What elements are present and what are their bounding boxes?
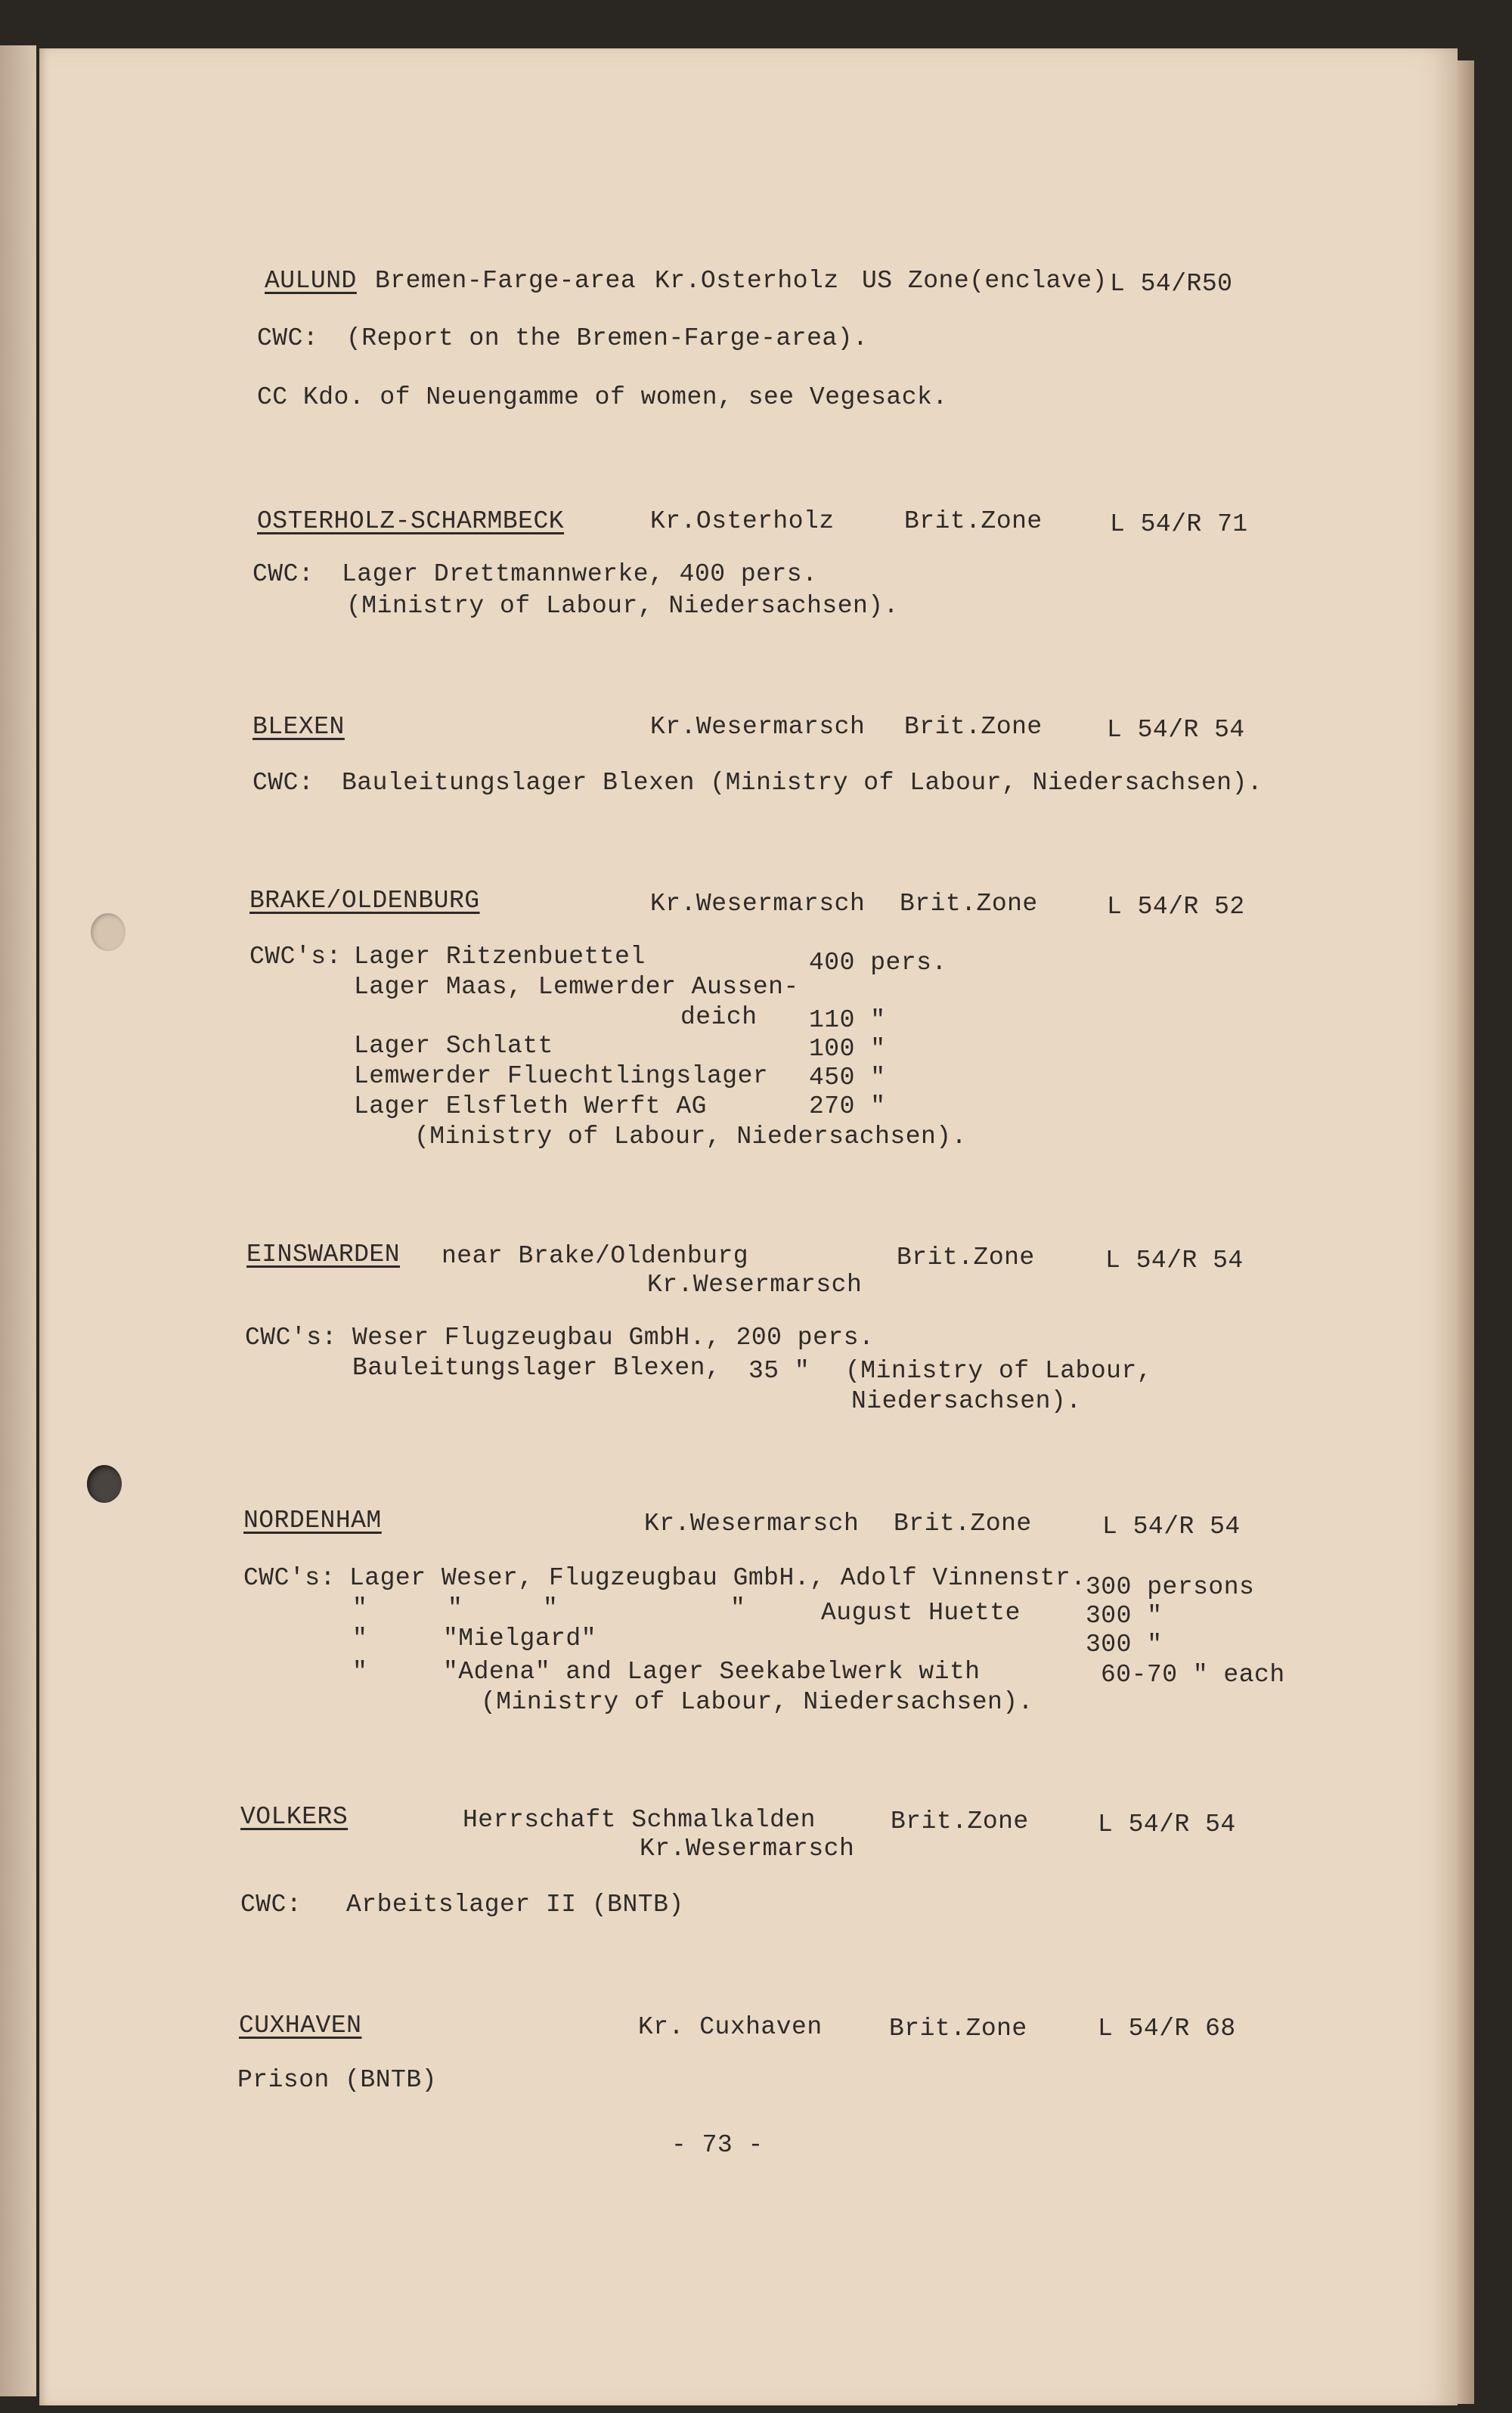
place-heading-nordenham: NORDENHAM bbox=[243, 1507, 382, 1535]
camp-count: 110 " bbox=[809, 1006, 886, 1034]
area-text: Bremen-Farge-area bbox=[375, 267, 637, 295]
district-text: Kr.Osterholz bbox=[650, 507, 835, 535]
zone-text: Brit.Zone bbox=[897, 1244, 1035, 1272]
cwc-text: Lager Drettmannwerke, 400 pers. bbox=[342, 560, 818, 588]
camp-row: "Mielgard" bbox=[443, 1625, 597, 1653]
district-text: Kr.Wesermarsch bbox=[650, 890, 866, 918]
camp-row: "Adena" and Lager Seekabelwerk with bbox=[443, 1658, 981, 1686]
cwc-label: CWC: bbox=[253, 560, 314, 588]
zone-text: Brit.Zone bbox=[904, 507, 1043, 535]
place-heading-cuxhaven: CUXHAVEN bbox=[239, 2012, 362, 2040]
camp-count: 35 " bbox=[748, 1357, 810, 1385]
ditto-mark: " bbox=[448, 1594, 463, 1622]
cwc-text: Bauleitungslager Blexen, bbox=[352, 1354, 721, 1382]
previous-page-edge bbox=[0, 45, 36, 2396]
place-heading-einswarden: EINSWARDEN bbox=[246, 1241, 401, 1268]
ditto-mark: " bbox=[543, 1594, 559, 1622]
zone-text: US Zone(enclave) bbox=[862, 267, 1108, 295]
zone-text: Brit.Zone bbox=[904, 713, 1043, 741]
page-number: - 73 - bbox=[671, 2131, 764, 2159]
camp-count: 270 " bbox=[809, 1092, 886, 1120]
place-heading-brake: BRAKE/OLDENBURG bbox=[249, 887, 480, 915]
camp-count: 450 " bbox=[809, 1064, 886, 1092]
cwc-text: Prison (BNTB) bbox=[237, 2066, 437, 2094]
camp-count: 300 persons bbox=[1086, 1573, 1255, 1601]
camp-row: August Huette bbox=[821, 1599, 1021, 1627]
near-text: near Brake/Oldenburg bbox=[442, 1242, 749, 1270]
camp-count: 400 pers. bbox=[809, 949, 947, 977]
camp-count: 300 " bbox=[1086, 1602, 1163, 1630]
cwc-label: CWC's: bbox=[249, 943, 342, 971]
district-text: Kr. Cuxhaven bbox=[638, 2013, 823, 2041]
district-text: Kr.Osterholz bbox=[655, 267, 839, 295]
ministry-text: Niedersachsen). bbox=[851, 1387, 1082, 1415]
place-heading-blexen: BLEXEN bbox=[253, 713, 345, 741]
reference-code: L 54/R 54 bbox=[1105, 1247, 1244, 1275]
reference-code: L 54/R 71 bbox=[1110, 510, 1248, 538]
ditto-mark: " bbox=[352, 1594, 368, 1622]
camp-name: Lager Maas, Lemwerder Aussen- bbox=[354, 973, 799, 1001]
district-text: Kr.Wesermarsch bbox=[650, 713, 866, 741]
ditto-mark: " bbox=[352, 1658, 368, 1686]
reference-code: L 54/R 68 bbox=[1098, 2015, 1236, 2043]
ministry-text: (Ministry of Labour, Niedersachsen). bbox=[481, 1688, 1033, 1716]
reference-code: L 54/R 54 bbox=[1102, 1513, 1241, 1541]
zone-text: Brit.Zone bbox=[889, 2015, 1027, 2043]
district-text: Kr.Wesermarsch bbox=[647, 1271, 863, 1299]
reference-code: L 54/R 54 bbox=[1107, 716, 1245, 744]
punch-hole bbox=[87, 1465, 122, 1503]
ditto-mark: " bbox=[730, 1594, 746, 1622]
camp-row: Lager Weser, Flugzeugbau GmbH., Adolf Vinnenstr. bbox=[349, 1564, 1086, 1592]
camp-name: deich bbox=[680, 1003, 758, 1031]
camp-name: Lager Schlatt bbox=[354, 1032, 553, 1060]
reference-code: L 54/R50 bbox=[1110, 270, 1233, 298]
camp-name: Lager Elsfleth Werft AG bbox=[354, 1092, 707, 1120]
zone-text: Brit.Zone bbox=[891, 1807, 1029, 1835]
camp-count: 60-70 " each bbox=[1101, 1661, 1285, 1689]
district-text: Kr.Wesermarsch bbox=[644, 1510, 860, 1538]
cwc-label: CWC: bbox=[253, 769, 314, 797]
cwc-text: (Report on the Bremen-Farge-area). bbox=[346, 324, 869, 352]
ditto-mark: " bbox=[352, 1625, 368, 1653]
camp-name: Lager Ritzenbuettel bbox=[354, 943, 646, 971]
camp-count: 100 " bbox=[809, 1035, 886, 1063]
cwc-label: CWC: bbox=[240, 1891, 302, 1919]
page-stack-edge bbox=[1458, 60, 1474, 2404]
district-text: Kr.Wesermarsch bbox=[640, 1835, 855, 1863]
reference-code: L 54/R 52 bbox=[1107, 893, 1245, 921]
place-heading-osterholz: OSTERHOLZ-SCHARMBECK bbox=[257, 507, 565, 535]
reference-code: L 54/R 54 bbox=[1098, 1811, 1236, 1838]
place-heading-aulund: AULUND bbox=[265, 267, 357, 295]
zone-text: Brit.Zone bbox=[894, 1510, 1032, 1538]
cwc-label: CWC: bbox=[257, 324, 319, 352]
note-text: CC Kdo. of Neuengamme of women, see Vegesack. bbox=[257, 383, 948, 411]
cwc-text: Arbeitslager II (BNTB) bbox=[346, 1891, 684, 1919]
cwc-text: Weser Flugzeugbau GmbH., 200 pers. bbox=[352, 1324, 875, 1352]
place-heading-volkers: VOLKERS bbox=[240, 1803, 349, 1831]
cwc-text: Bauleitungslager Blexen (Ministry of Labour, Niedersachsen). bbox=[342, 769, 1263, 797]
ministry-text: (Ministry of Labour, Niedersachsen). bbox=[414, 1123, 967, 1151]
ministry-text: (Ministry of Labour, Niedersachsen). bbox=[346, 592, 899, 620]
herrschaft-text: Herrschaft Schmalkalden bbox=[463, 1806, 816, 1834]
ministry-text: (Ministry of Labour, bbox=[845, 1357, 1153, 1385]
punch-hole bbox=[91, 913, 125, 951]
cwc-label: CWC's: bbox=[243, 1564, 336, 1592]
camp-name: Lemwerder Fluechtlingslager bbox=[354, 1062, 769, 1090]
zone-text: Brit.Zone bbox=[900, 890, 1038, 918]
camp-count: 300 " bbox=[1086, 1631, 1163, 1659]
cwc-label: CWC's: bbox=[245, 1324, 337, 1352]
